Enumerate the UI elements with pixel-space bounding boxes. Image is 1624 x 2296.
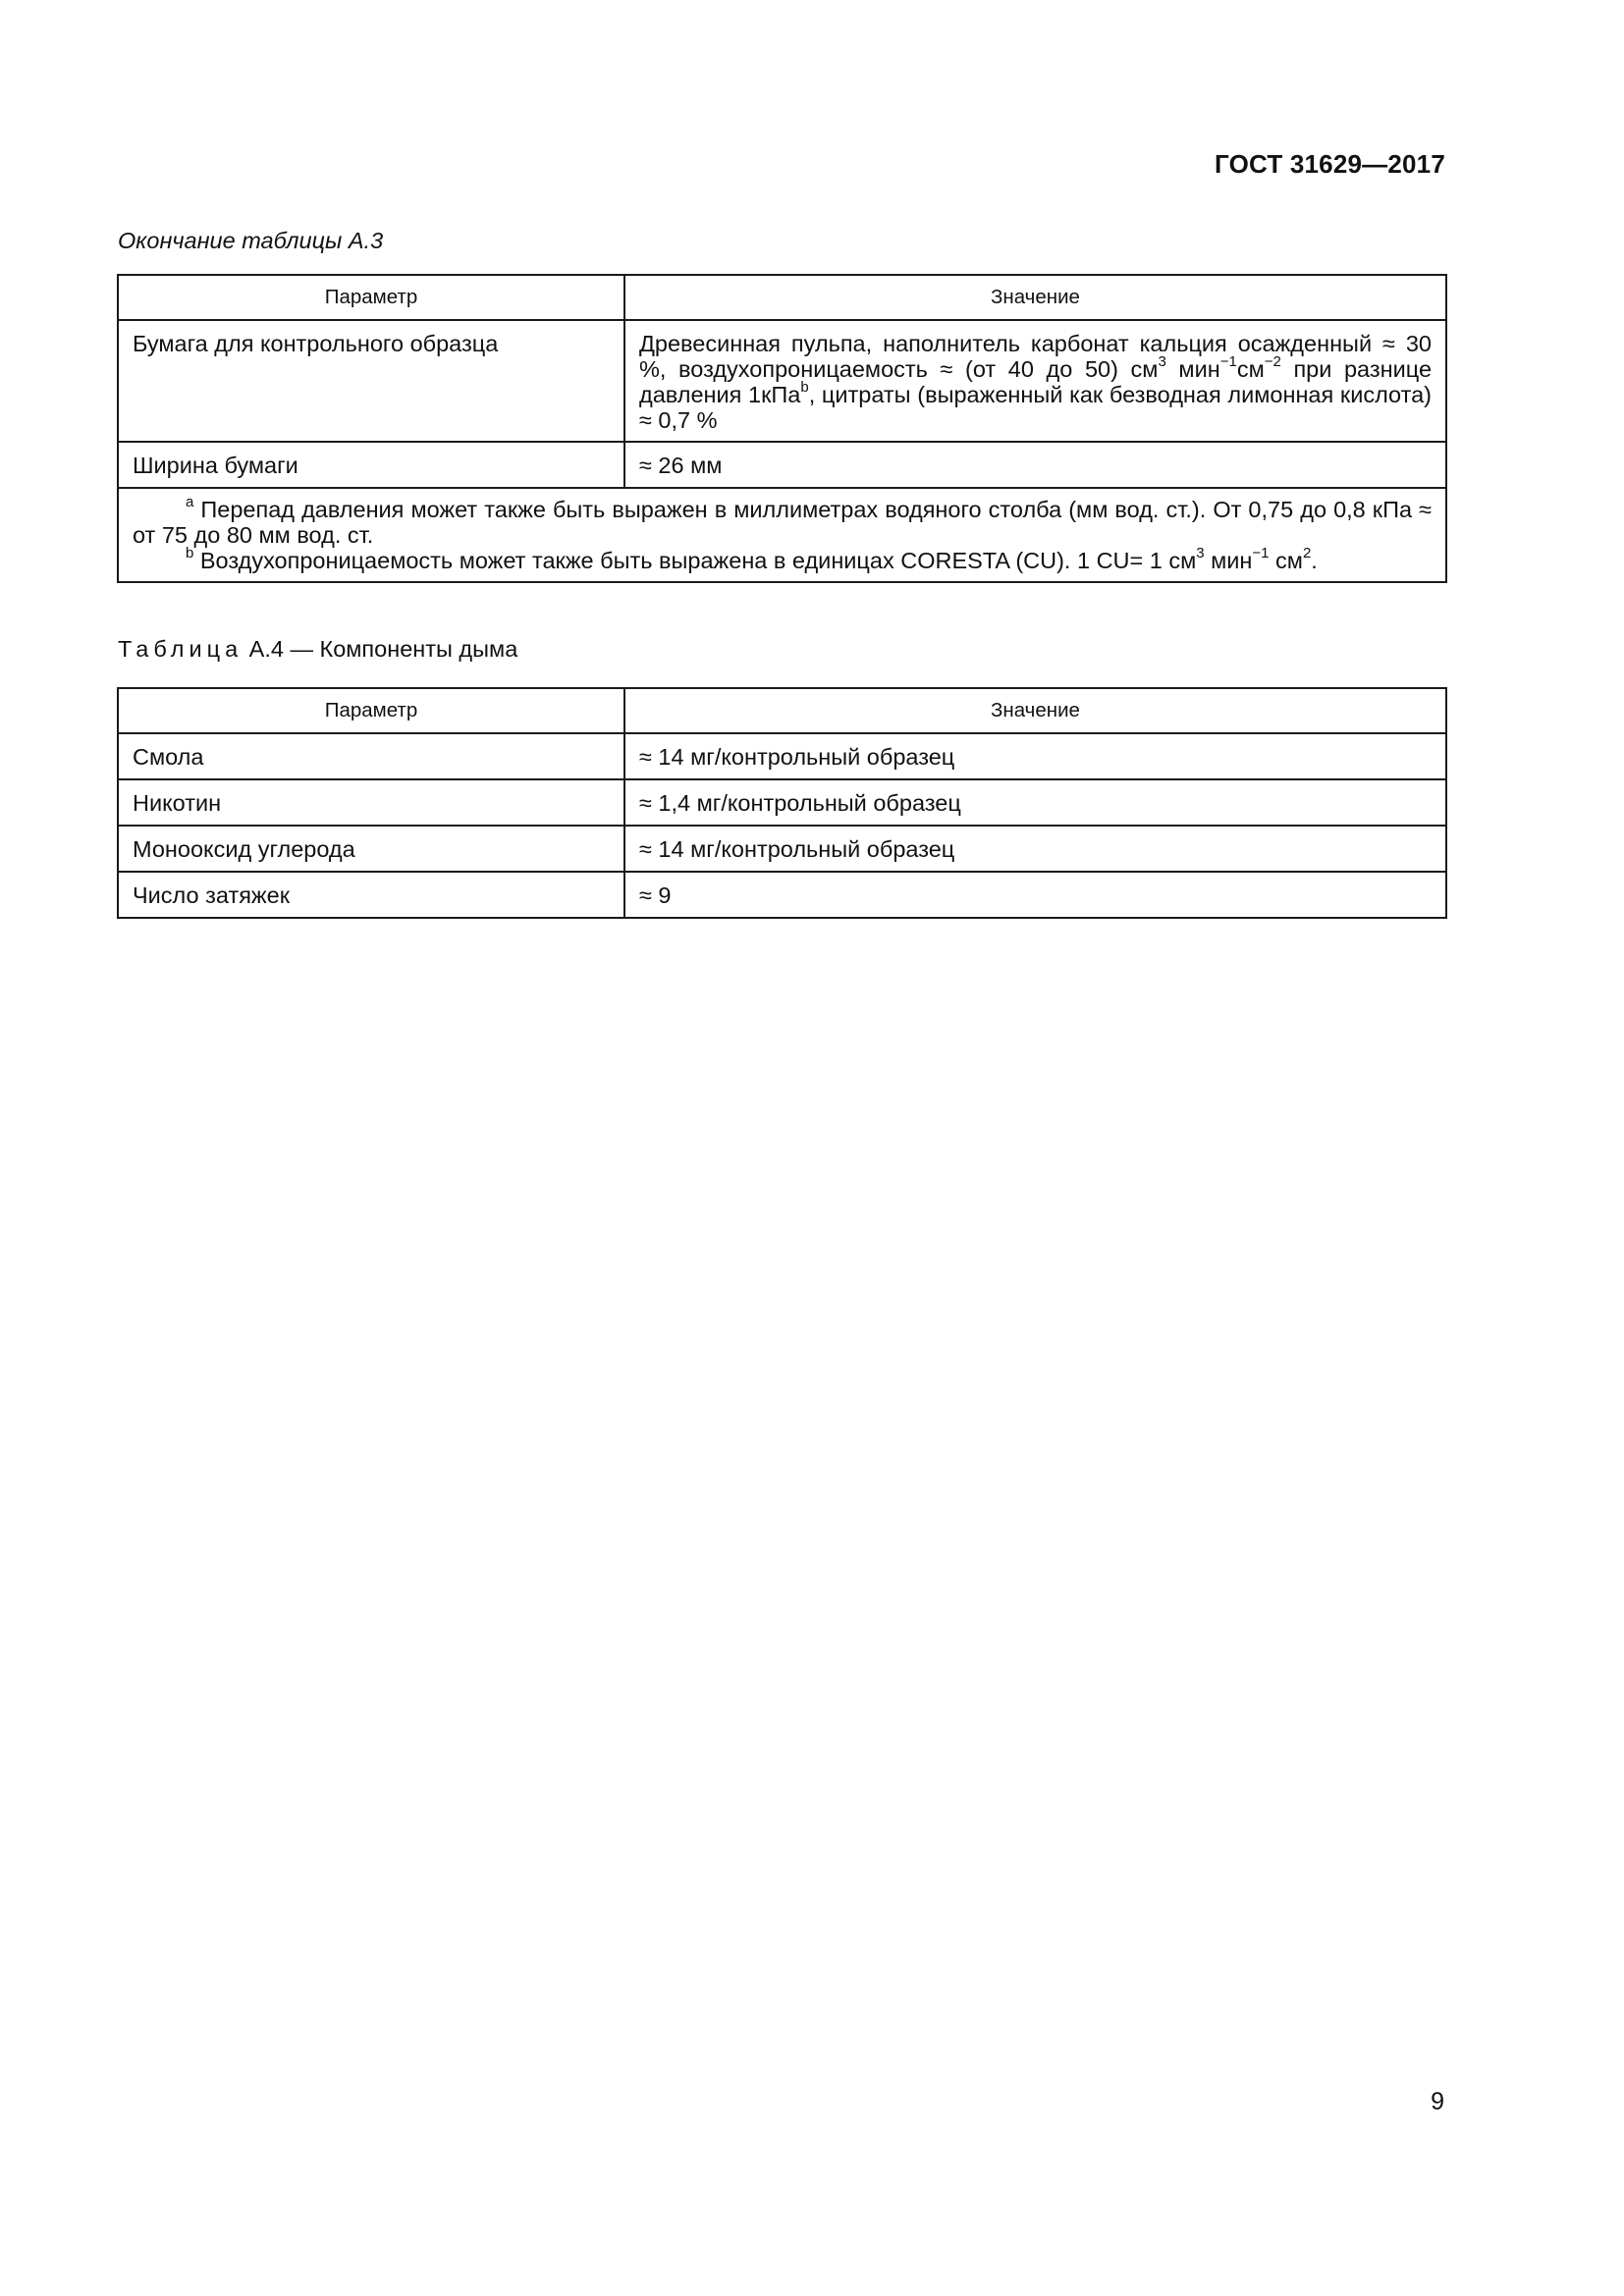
cell-value: ≈ 26 мм bbox=[624, 442, 1446, 488]
footnotes bbox=[118, 488, 1446, 582]
table-a4 bbox=[117, 687, 1447, 919]
cell-parameter: Смола bbox=[118, 733, 624, 779]
table-row bbox=[118, 872, 1446, 918]
table-row bbox=[118, 779, 1446, 826]
column-header-value: Значение bbox=[624, 688, 1446, 733]
table-row bbox=[118, 733, 1446, 779]
table-a4-caption: Таблица А.4 — Компоненты дыма bbox=[118, 636, 518, 662]
table-a3 bbox=[117, 274, 1447, 583]
column-header-parameter: Параметр bbox=[118, 275, 624, 320]
footnote-b: $^b$ Воздухопроницаемость может также быть выражена в единицах CORESTA (CU). 1 CU= 1 $см^3$ мин$^{-1}$ $см^2$. bbox=[186, 545, 1318, 573]
page-number: 9 bbox=[1431, 2088, 1444, 2115]
column-header-value: Значение bbox=[624, 275, 1446, 320]
cell-value: ≈ 9 bbox=[624, 872, 1446, 918]
table-a3-caption: Окончание таблицы А.3 bbox=[118, 228, 384, 253]
cell-parameter: Бумага для контрольного образца bbox=[118, 320, 624, 442]
table-header-row bbox=[118, 688, 1446, 733]
table-row bbox=[118, 442, 1446, 488]
cell-parameter: Никотин bbox=[118, 779, 624, 826]
cell-value: Древесинная пульпа, наполнитель карбонат кальция осажденный ≈ 30 %, воздухопроницаемость ≈ (от 40 до 50) $см^3$ $мин^{-1}см^{-2}$ при разнице давления 1кПа$^b$, цитраты (выраженный как безводная лимонная кислота) ≈ 0,7 % bbox=[624, 320, 1446, 442]
table-row bbox=[118, 826, 1446, 872]
cell-parameter: Монооксид углерода bbox=[118, 826, 624, 872]
cell-parameter: Число затяжек bbox=[118, 872, 624, 918]
cell-parameter: Ширина бумаги bbox=[118, 442, 624, 488]
table-header-row bbox=[118, 275, 1446, 320]
table-row bbox=[118, 320, 1446, 442]
cell-value: ≈ 1,4 мг/контрольный образец bbox=[624, 779, 1446, 826]
document-id: ГОСТ 31629—2017 bbox=[1215, 149, 1445, 179]
column-header-parameter: Параметр bbox=[118, 688, 624, 733]
cell-value: ≈ 14 мг/контрольный образец bbox=[624, 826, 1446, 872]
footnote-a: $^a$ Перепад давления может также быть выражен в миллиметрах водяного столба (мм вод. ст.). От 0,75 до 0,8 кПа ≈ от 75 до 80 мм вод. ст. bbox=[133, 494, 1432, 548]
cell-value: ≈ 14 мг/контрольный образец bbox=[624, 733, 1446, 779]
footnotes-row bbox=[118, 488, 1446, 582]
